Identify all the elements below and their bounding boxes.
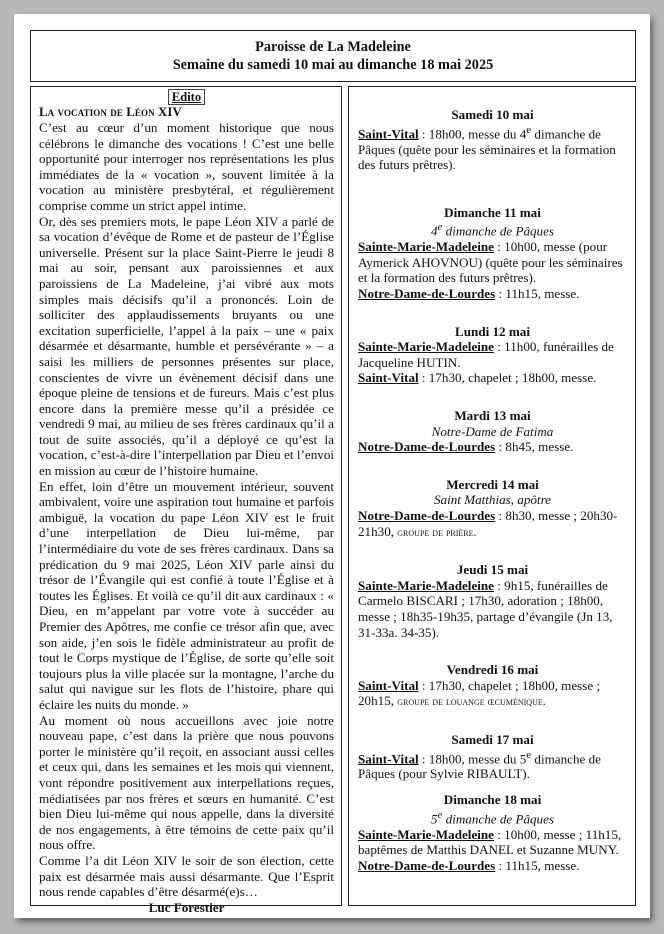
day-sunday-11 xyxy=(358,205,627,302)
day-saturday-17 xyxy=(358,732,627,782)
schedule-entry: Notre-Dame-de-Lourdes : 8h30, messe ; 20h30-21h30, groupe de prière. xyxy=(358,508,618,539)
church-name: Saint-Vital xyxy=(358,677,419,693)
liturgical-day: 5e dimanche de Pâques xyxy=(430,808,555,827)
schedule-entry: Notre-Dame-de-Lourdes : 11h15, messe. xyxy=(358,857,580,873)
day-title: Lundi 12 mai xyxy=(455,323,530,339)
liturgical-day: Notre-Dame de Fatima xyxy=(431,423,554,439)
schedule-entry: Sainte-Marie-Madeleine : 10h00, messe ; 11h15, baptêmes de Matthis DANEL et Suzanne MUNY. xyxy=(358,826,622,858)
parish-title: Paroisse de La Madeleine xyxy=(255,39,411,55)
church-name: Saint-Vital xyxy=(358,370,419,386)
day-friday-16 xyxy=(358,662,627,710)
church-name: Notre-Dame-de-Lourdes xyxy=(358,508,496,523)
edito-paragraph-2: Or, dès ses premiers mots, le pape Léon XIV a parlé de sa vocation d’évêque de Rome et de pasteur de l’Église universelle. Présent sur la place Saint-Pierre le jeudi 8 mai au soir, pensant aux paroissiennes et aux paroissiens de La Madeleine, j’ai vibré aux mots simples mais décisifs qu’il a prononcés. Loin de solliciter des applaudissements bruyants ou une excitation superficielle, l’appel à la paix – une « paix désarmée et désarmante, humble et persévérante » – a saisi les milliers de personnes présentes sur place, conscientes de vivre un évènement décisif dans une époque pleine de tensions et de fureurs. Mais c’est plus encore dans la première messe qu’il a présidée ce vendredi 9 mai, au milieu de ses frères cardinaux qu’il a tout de suite associés, qu’il a déployé ce qu’est la vocation, c’est-à-dire l’interpellation par Dieu et l’envoi en mission au cœur de l’histoire humaine. xyxy=(39,213,334,479)
day-title: Mercredi 14 mai xyxy=(446,476,539,492)
day-title: Dimanche 18 mai xyxy=(443,792,542,808)
church-name: Sainte-Marie-Madeleine xyxy=(358,239,494,255)
week-title: Semaine du samedi 10 mai au dimanche 18 mai 2025 xyxy=(172,57,494,73)
bulletin-header xyxy=(30,30,636,82)
church-name: Notre-Dame-de-Lourdes xyxy=(358,439,496,455)
edito-paragraph-5: Comme l’a dit Léon XIV le soir de son élection, cette paix est désarmée mais aussi désarmante. Que l’Esprit nous rende capables d’être désarmé(e)s… xyxy=(39,852,334,900)
church-name: Sainte-Marie-Madeleine xyxy=(358,577,494,593)
day-wednesday-14 xyxy=(358,477,627,540)
day-title: Samedi 10 mai xyxy=(451,107,534,122)
edito-paragraph-3: En effet, loin d’être un mouvement intérieur, souvent ambivalent, voire une aspiration tout humaine et parfois ambiguë, la vocation du pape Léon XIV est le fruit d’une interpellation de Dieu lui-même, par l’intermédiaire du vote de ses frères cardinaux. Dans sa prédication du 9 mai 2025, Léon XIV parle ainsi du trésor de l’Évangile qui est confié à toute l’Église et à toutes les Églises. Et voilà ce qu’il dit aux cardinaux : « Dieu, en m’appelant par votre vote à succéder au Premier des Apôtres, me confie ce trésor afin que, avec son aide, j’en sois le fidèle administrateur au profit de tout le Corps mystique de l’Église, de sorte qu’elle soit toujours plus la ville placée sur la montagne, l’arche du salut qui navigue sur les flots de l’histoire, phare qui éclaire les nuits du monde. » xyxy=(39,478,334,712)
schedule-entry: Saint-Vital : 18h00, messe du 5e dimanche de Pâques (pour Sylvie RIBAULT). xyxy=(358,748,601,782)
day-tuesday-13 xyxy=(358,408,627,455)
edito-label: Edito xyxy=(168,89,205,105)
church-name: Sainte-Marie-Madeleine xyxy=(358,339,494,355)
liturgical-day: Saint Matthias, apôtre xyxy=(434,492,551,508)
day-title: Vendredi 16 mai xyxy=(446,662,539,678)
schedule-entry: Sainte-Marie-Madeleine : 10h00, messe (pour Aymerick AHOVNOU) (quête pour les séminaires et la formation des futurs prêtres). xyxy=(358,239,623,286)
church-name: Saint-Vital xyxy=(358,125,419,141)
day-title: Dimanche 11 mai xyxy=(444,204,541,220)
schedule-entry: Sainte-Marie-Madeleine : 11h00, funérailles de Jacqueline HUTIN. xyxy=(358,339,614,370)
church-name: Notre-Dame-de-Lourdes xyxy=(358,857,496,873)
church-name: Saint-Vital xyxy=(358,750,419,766)
day-sunday-18 xyxy=(358,792,627,873)
schedule-entry: Notre-Dame-de-Lourdes : 8h45, messe. xyxy=(358,439,574,455)
day-title: Jeudi 15 mai xyxy=(456,562,529,578)
edito-paragraph-1: C’est au cœur d’un moment historique que nous célébrons le dimanche des vocations ! C’est une belle opportunité pour interroger nos représentations les plus immédiates de la « vocation », souvent limitée à la vocation au ministère presbytéral, et régulièrement comprise comme un strict appel intime. xyxy=(39,120,334,213)
day-thursday-15 xyxy=(358,562,627,640)
schedule-entry: Sainte-Marie-Madeleine : 9h15, funérailles de Carmelo BISCARI ; 17h30, adoration ; 18h00, messe ; 18h35-19h35, partage d’évangile (Jn 13, 31-33a. 34-35). xyxy=(358,577,613,640)
schedule-entry: Saint-Vital : 17h30, chapelet ; 18h00, messe. xyxy=(358,370,597,386)
bulletin-sheet xyxy=(14,14,650,918)
edito-signature: Luc Forestier xyxy=(148,899,225,915)
schedule-column xyxy=(348,86,636,906)
church-name: Sainte-Marie-Madeleine xyxy=(358,826,494,842)
church-name: Notre-Dame-de-Lourdes xyxy=(358,286,496,302)
day-title: Samedi 17 mai xyxy=(451,731,534,747)
edito-title: La vocation de Léon XIV xyxy=(39,105,182,119)
schedule-entry: Saint-Vital : 18h00, messe du 4e dimanche de Pâques (quête pour les séminaires et la formation des futurs prêtres). xyxy=(358,123,616,173)
day-saturday-10 xyxy=(358,107,627,173)
edito-column xyxy=(30,86,342,915)
day-monday-12 xyxy=(358,324,627,386)
schedule-entry: Notre-Dame-de-Lourdes : 11h15, messe. xyxy=(358,286,580,302)
schedule-entry: Saint-Vital : 17h30, chapelet ; 18h00, messe ; 20h15, groupe de louange œcuménique. xyxy=(358,677,601,709)
edito-paragraph-4: Au moment où nous accueillons avec joie notre nouveau pape, c’est dans la prière que nous pouvons porter le ministère qu’il reçoit, en associant aussi celles et ceux qui, dans les semaines et les mois qui viennent, vont répondre positivement aux interpellations reçues, médiatisées par nos frères et sœurs en humanité. C’est bien Dieu lui-même qui nous appelle, dans la diversité de nos engagements, à être témoins de cette paix qu’il nous offre. xyxy=(39,712,334,853)
liturgical-day: 4e dimanche de Pâques xyxy=(430,221,555,239)
day-title: Mardi 13 mai xyxy=(454,408,531,424)
